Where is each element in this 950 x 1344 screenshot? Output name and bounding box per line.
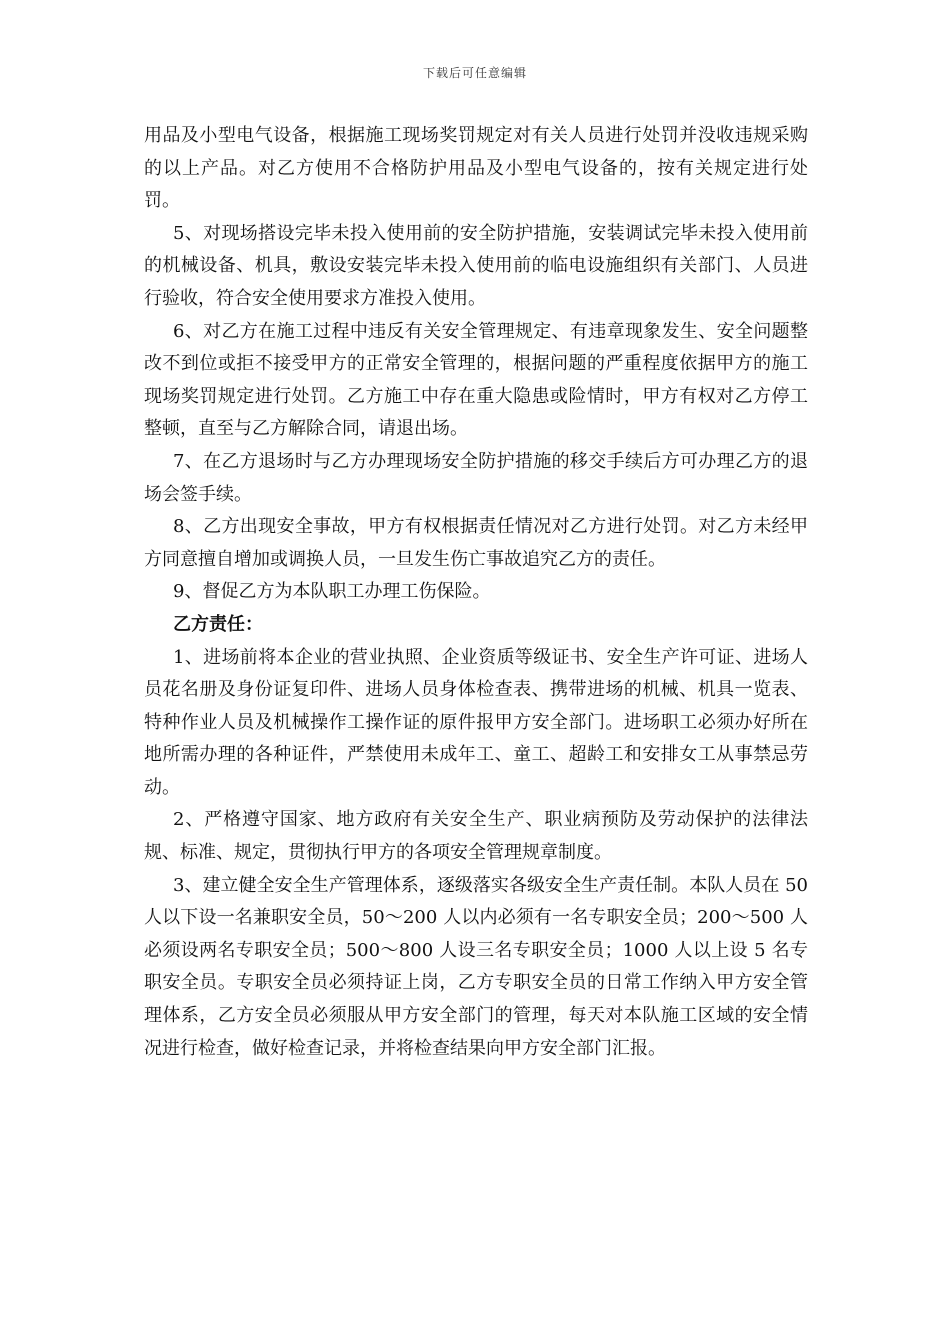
paragraph-item-7: 7、在乙方退场时与乙方办理现场安全防护措施的移交手续后方可办理乙方的退场会签手续。 [144,450,808,505]
paragraph-b-item-3: 3、建立健全安全生产管理体系，逐级落实各级安全生产责任制。本队人员在 50 人以下设一名兼职安全员，50～200 人以内必须有一名专职安全员；200～500 人必须设两名专职安全员；500～800 人设三名专职安全员；1000 人以上设 5 名专职安全员。专职安全员必须持证上岗，乙方专职安全员的日常工作纳入甲方安全管理体系，乙方安全员必须服从甲方安全部门的管理，每天对本队施工区域的安全情况进行检查，做好检查记录，并将检查结果向甲方安全部门汇报。 [144,874,808,1059]
paragraph-item-6: 6、对乙方在施工过程中违反有关安全管理规定、有违章现象发生、安全问题整改不到位或拒不接受甲方的正常安全管理的，根据问题的严重程度依据甲方的施工现场奖罚规定进行处罚。乙方施工中存在重大隐患或险情时，甲方有权对乙方停工整顿，直至与乙方解除合同，请退出场。 [144,320,808,440]
paragraph-item-5: 5、对现场搭设完毕未投入使用前的安全防护措施，安装调试完毕未投入使用前的机械设备、机具，敷设安装完毕未投入使用前的临电设施组织有关部门、人员进行验收，符合安全使用要求方准投入使用。 [144,222,808,309]
paragraph-item-9: 9、督促乙方为本队职工办理工伤保险。 [173,581,491,603]
paragraph-b-item-2: 2、严格遵守国家、地方政府有关安全生产、职业病预防及劳动保护的法律法规、标准、规定，贯彻执行甲方的各项安全管理规章制度。 [144,809,808,864]
section-heading-party-b: 乙方责任： [173,613,263,635]
paragraph-item-8: 8、乙方出现安全事故，甲方有权根据责任情况对乙方进行处罚。对乙方未经甲方同意擅自增加或调换人员，一旦发生伤亡事故追究乙方的责任。 [144,516,808,570]
paragraph-b-item-1: 1、进场前将本企业的营业执照、企业资质等级证书、安全生产许可证、进场人员花名册及身份证复印件、进场人员身体检查表、携带进场的机械、机具一览表、特种作业人员及机械操作工操作证的原件报甲方安全部门。进场职工必须办好所在地所需办理的各种证件，严禁使用未成年工、童工、超龄工和安排女工从事禁忌劳动。 [144,646,808,798]
document-body [144,120,808,1065]
page-header: 下载后可任意编辑 [422,66,527,80]
paragraph-continuation: 用品及小型电气设备，根据施工现场奖罚规定对有关人员进行处罚并没收违规采购的以上产品。对乙方使用不合格防护用品及小型电气设备的，按有关规定进行处罚。 [144,125,808,212]
